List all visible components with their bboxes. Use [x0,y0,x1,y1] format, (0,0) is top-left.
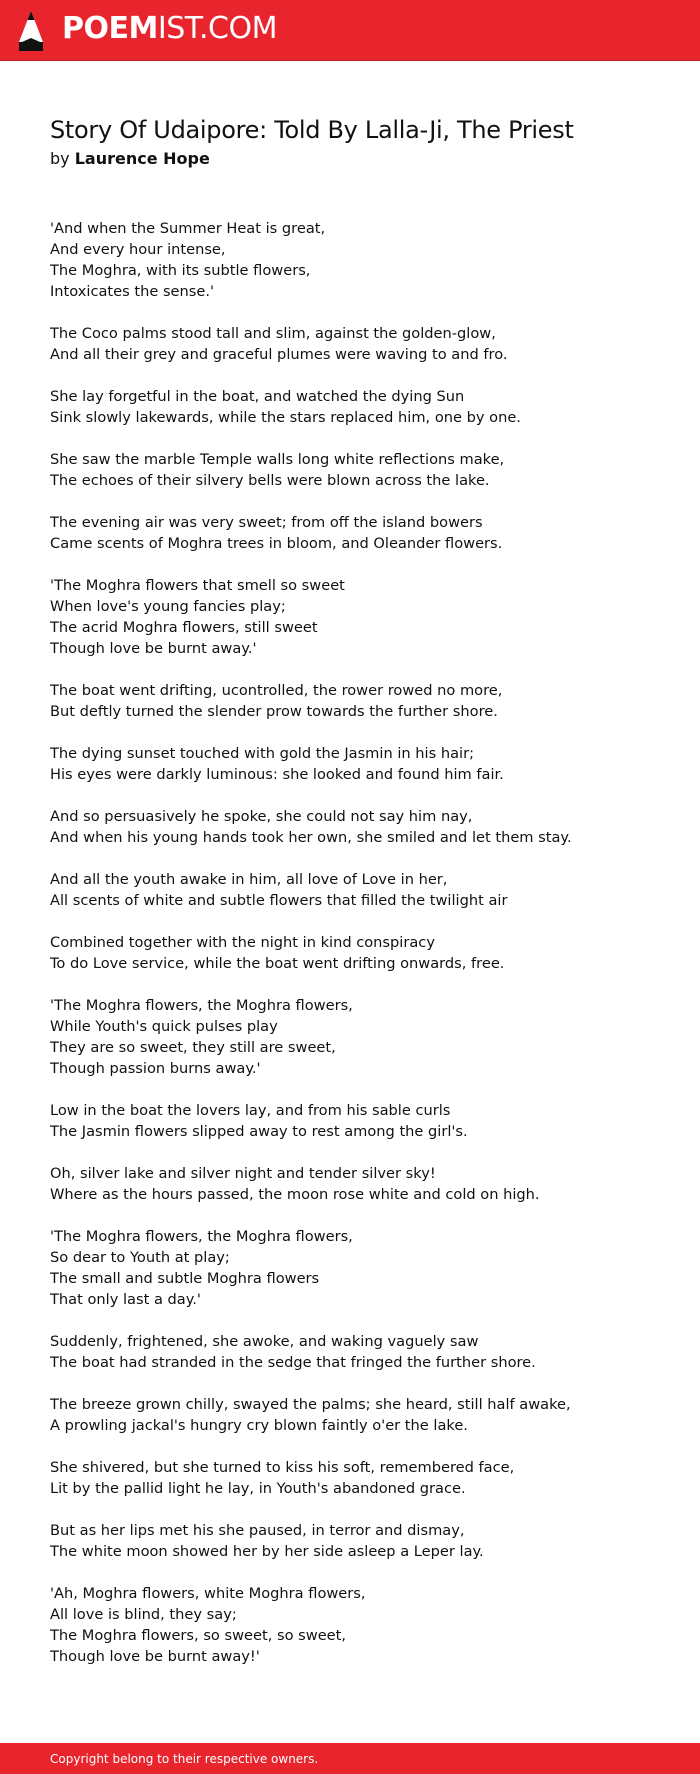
poem-line: That only last a day.' [50,1291,201,1308]
poem-line: Lit by the pallid light he lay, in Youth's abandoned grace. [50,1480,466,1497]
site-logo[interactable] [62,11,277,47]
pencil-tip-logo-icon[interactable] [18,10,44,52]
poem-stanza [50,512,670,554]
poem-line: And every hour intense, [50,241,226,258]
author-name: Laurence Hope [74,149,210,168]
poem-line: Low in the boat the lovers lay, and from his sable curls [50,1102,451,1119]
poem-line: But as her lips met his she paused, in terror and dismay, [50,1522,465,1539]
poem-line: 'The Moghra flowers, the Moghra flowers, [50,1228,353,1245]
poem-line: The white moon showed her by her side asleep a Leper lay. [50,1543,484,1560]
copyright-text: Copyright belong to their respective owners. [50,1752,319,1766]
poem-stanza [50,743,670,785]
poem-stanza [50,1163,670,1205]
poem-title: Story Of Udaipore: Told By Lalla-Ji, The Priest [50,116,574,144]
poem-line: And when his young hands took her own, she smiled and let them stay. [50,829,572,846]
poem-stanza [50,449,670,491]
poem-line: So dear to Youth at play; [50,1249,230,1266]
poem-line: She lay forgetful in the boat, and watched the dying Sun [50,388,465,405]
poem-stanza [50,995,670,1079]
poem-line: All scents of white and subtle flowers that filled the twilight air [50,892,508,909]
poem-line: The Moghra flowers, so sweet, so sweet, [50,1627,347,1644]
poem-stanza [50,1394,670,1436]
site-header [0,0,700,61]
poem-stanza [50,869,670,911]
poem-stanza [50,932,670,974]
poem-line: The boat went drifting, ucontrolled, the rower rowed no more, [50,682,503,699]
poem-line: The evening air was very sweet; from off the island bowers [50,514,483,531]
poem-stanza [50,1520,670,1562]
poem-line: The breeze grown chilly, swayed the palms; she heard, still half awake, [50,1396,571,1413]
poem-heading [50,114,670,170]
poem-line: While Youth's quick pulses play [50,1018,278,1035]
poem-stanza [50,218,670,302]
poem-line: And so persuasively he spoke, she could not say him nay, [50,808,473,825]
poem-line: Oh, silver lake and silver night and tender silver sky! [50,1165,436,1182]
poem-line: But deftly turned the slender prow towards the further shore. [50,703,498,720]
poem-line: When love's young fancies play; [50,598,286,615]
poem-line: The Coco palms stood tall and slim, against the golden-glow, [50,325,496,342]
poem-line: The acrid Moghra flowers, still sweet [50,619,318,636]
poem-line: All love is blind, they say; [50,1606,237,1623]
poem-line: A prowling jackal's hungry cry blown faintly o'er the lake. [50,1417,468,1434]
poem-line: To do Love service, while the boat went drifting onwards, free. [50,955,505,972]
byline [50,148,670,170]
poem-line: Sink slowly lakewards, while the stars replaced him, one by one. [50,409,521,426]
poem-stanza [50,1583,670,1667]
poem-line: And all their grey and graceful plumes were waving to and fro. [50,346,508,363]
poem-line: Intoxicates the sense.' [50,283,215,300]
poem-line: Though love be burnt away!' [50,1648,260,1665]
logo-light-text: IST.COM [157,11,277,46]
poem-line: 'The Moghra flowers, the Moghra flowers, [50,997,353,1014]
poem-line: The Jasmin flowers slipped away to rest among the girl's. [50,1123,468,1140]
poem-line: Came scents of Moghra trees in bloom, and Oleander flowers. [50,535,503,552]
poem-stanza [50,386,670,428]
poem-line: 'And when the Summer Heat is great, [50,220,326,237]
poem-line: The echoes of their silvery bells were blown across the lake. [50,472,490,489]
poem-line: The Moghra, with its subtle flowers, [50,262,311,279]
poem-stanza [50,1226,670,1310]
logo-bold-text: POEM [62,11,158,46]
poem-line: She shivered, but she turned to kiss his soft, remembered face, [50,1459,515,1476]
poem-line: Combined together with the night in kind conspiracy [50,934,435,951]
poem-line: They are so sweet, they still are sweet, [50,1039,336,1056]
poem-line: And all the youth awake in him, all love of Love in her, [50,871,448,888]
poem-line: 'Ah, Moghra flowers, white Moghra flowers, [50,1585,366,1602]
poem-stanza [50,1331,670,1373]
poem-line: Though love be burnt away.' [50,640,257,657]
poem-stanza [50,1100,670,1142]
poem-stanza [50,323,670,365]
poem-line: The dying sunset touched with gold the Jasmin in his hair; [50,745,474,762]
by-prefix: by [50,149,70,168]
poem-line: His eyes were darkly luminous: she looked and found him fair. [50,766,504,783]
poem-line: The small and subtle Moghra flowers [50,1270,320,1287]
poem-line: She saw the marble Temple walls long white reflections make, [50,451,505,468]
poem-stanza [50,1457,670,1499]
poem-stanza [50,575,670,659]
poem-stanza [50,680,670,722]
site-footer [0,1743,700,1774]
poem-line: The boat had stranded in the sedge that fringed the further shore. [50,1354,536,1371]
poem-line: Though passion burns away.' [50,1060,261,1077]
poem-line: 'The Moghra flowers that smell so sweet [50,577,345,594]
poem-stanza [50,806,670,848]
poem-line: Where as the hours passed, the moon rose white and cold on high. [50,1186,540,1203]
poem-line: Suddenly, frightened, she awoke, and waking vaguely saw [50,1333,479,1350]
poem-body [50,218,670,1688]
